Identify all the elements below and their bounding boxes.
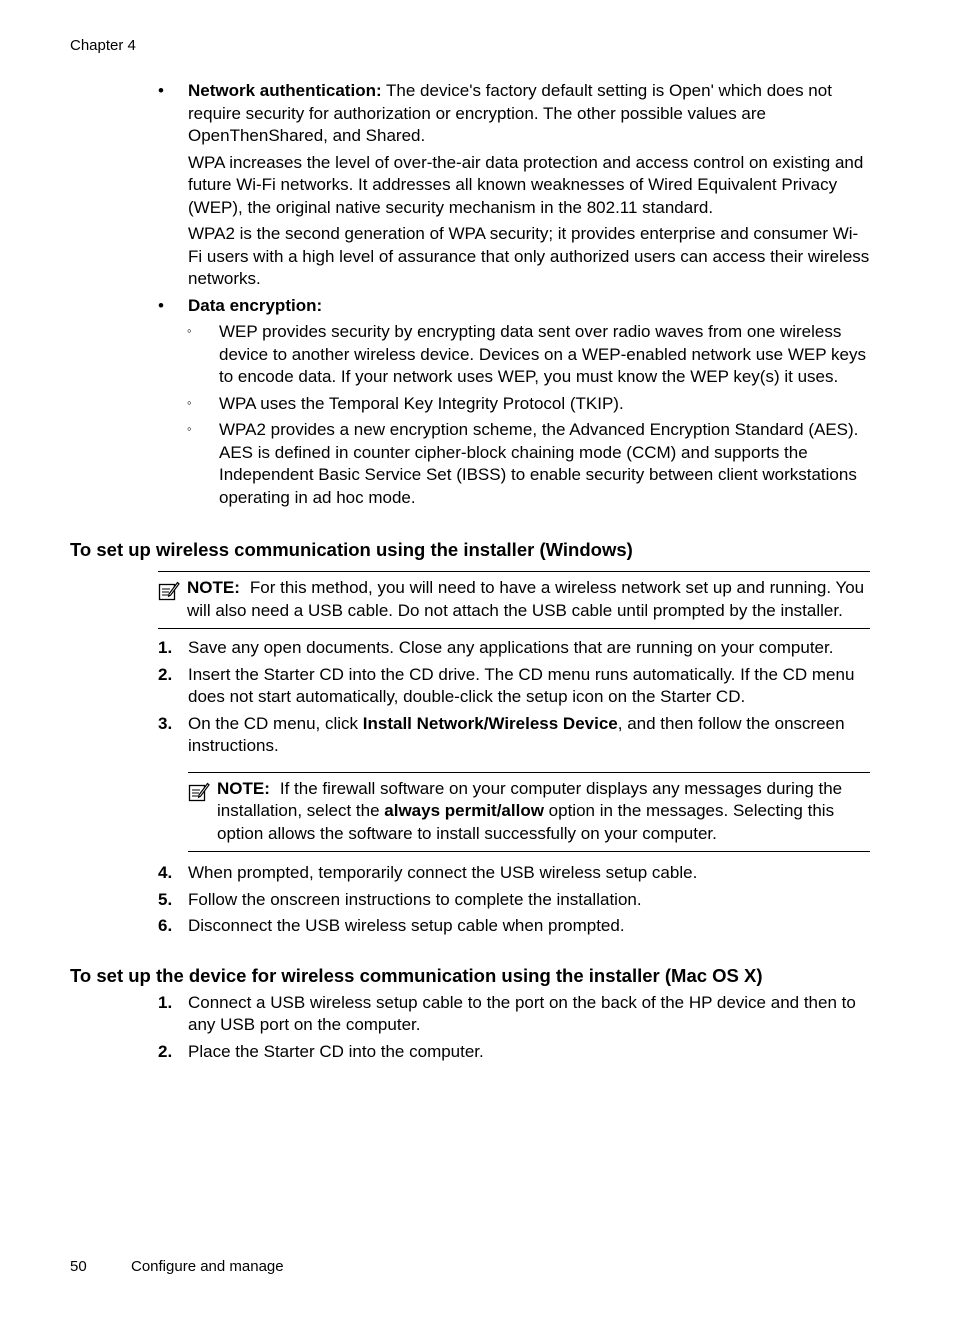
step-number: 5. bbox=[158, 889, 173, 909]
sub-bullet-icon: ◦ bbox=[187, 323, 192, 338]
sub-bullet-icon: ◦ bbox=[187, 421, 192, 436]
firewall-note: NOTE: If the firewall software on your computer displays any messages during the installation, select the always permit/allow option in the messages. Selecting this option allows the software to install successfully on your computer. bbox=[188, 772, 870, 853]
wpa2-paragraph: WPA2 is the second generation of WPA security; it provides enterprise and consumer Wi-Fi users with a high level of assurance that only authorized users can access their wireless networks. bbox=[188, 224, 870, 288]
sub-item-wpa2: ◦ WPA2 provides a new encryption scheme, the Advanced Encryption Standard (AES). AES is defined in counter cipher-block chaining mode (CCM) and supports the Independent Basic Service Set (IBSS) to enable security between client workstations operating in ad hoc mode. bbox=[187, 420, 859, 507]
wpa-paragraph: WPA increases the level of over-the-air data protection and access control on existing and future Wi-Fi networks. It addresses all known weaknesses of Wired Equivalent Privacy (WEP), the original native security mechanism in the 802.11 standard. bbox=[188, 152, 864, 217]
note-pencil-icon bbox=[188, 781, 210, 803]
note-label: NOTE: bbox=[217, 778, 270, 798]
windows-step-5: 5. Follow the onscreen instructions to complete the installation. bbox=[70, 889, 870, 912]
bullet-icon: • bbox=[158, 295, 164, 315]
windows-step-2: 2. Insert the Starter CD into the CD drive. The CD menu runs automatically. If the CD menu does not start automatically, double-click the setup icon on the Starter CD. bbox=[158, 664, 855, 706]
sub-item-wep: ◦ WEP provides security by encrypting data sent over radio waves from one wireless device to another wireless device. Devices on a WEP-enabled network use WEP keys to encode data. If your network uses WEP, you must know the WEP key(s) it uses. bbox=[187, 322, 866, 386]
step-number: 4. bbox=[158, 863, 173, 882]
page-number: 50 bbox=[70, 1258, 87, 1275]
term-network-authentication: Network authentication: bbox=[188, 81, 382, 100]
page-content bbox=[70, 80, 870, 1067]
bullet-data-encryption bbox=[70, 295, 870, 318]
sub-bullet-icon: ◦ bbox=[187, 394, 192, 410]
mac-section-heading: To set up the device for wireless communication using the installer (Mac OS X) bbox=[70, 964, 763, 986]
step-number: 2. bbox=[158, 1041, 173, 1061]
chapter-header: Chapter 4 bbox=[70, 37, 136, 54]
note-label: NOTE: bbox=[187, 578, 240, 597]
windows-step-6: 6. Disconnect the USB wireless setup cable when prompted. bbox=[70, 915, 870, 938]
step-number: 1. bbox=[158, 992, 173, 1012]
bullet-icon: • bbox=[158, 81, 164, 100]
footer-title: Configure and manage bbox=[131, 1258, 284, 1275]
sub-item-wpa: ◦ WPA uses the Temporal Key Integrity Protocol (TKIP). bbox=[187, 393, 624, 413]
mac-step-1: 1. Connect a USB wireless setup cable to the port on the back of the HP device and then to any USB port on the computer. bbox=[158, 992, 856, 1034]
step-number: 1. bbox=[158, 638, 173, 657]
note-pencil-icon bbox=[158, 580, 180, 602]
step-number: 6. bbox=[158, 916, 173, 935]
step-number: 2. bbox=[158, 664, 173, 684]
step-number: 3. bbox=[158, 713, 173, 733]
install-network-wireless-device-label: Install Network/Wireless Device bbox=[362, 713, 618, 733]
windows-note bbox=[158, 571, 870, 629]
windows-step-3: 3. On the CD menu, click Install Network/Wireless Device, and then follow the onscreen instructions. bbox=[158, 713, 845, 755]
bullet-network-authentication bbox=[70, 80, 870, 148]
network-auth-text: The device's factory default setting is Open' which does not require security for authorization or encryption. The other possible values are OpenThenShared, and Shared. bbox=[188, 81, 832, 145]
term-data-encryption: Data encryption: bbox=[188, 295, 323, 315]
mac-step-2: 2. Place the Starter CD into the computer. bbox=[70, 1041, 870, 1064]
windows-section-heading: To set up wireless communication using the installer (Windows) bbox=[70, 539, 633, 560]
windows-step-1: 1. Save any open documents. Close any applications that are running on your computer. bbox=[70, 637, 870, 660]
windows-step-4: 4. When prompted, temporarily connect the USB wireless setup cable. bbox=[70, 862, 870, 885]
note-text: For this method, you will need to have a wireless network set up and running. You will also need a USB cable. Do not attach the USB cable until prompted by the installer. bbox=[187, 578, 865, 620]
always-permit-allow-label: always permit/allow bbox=[384, 801, 544, 820]
